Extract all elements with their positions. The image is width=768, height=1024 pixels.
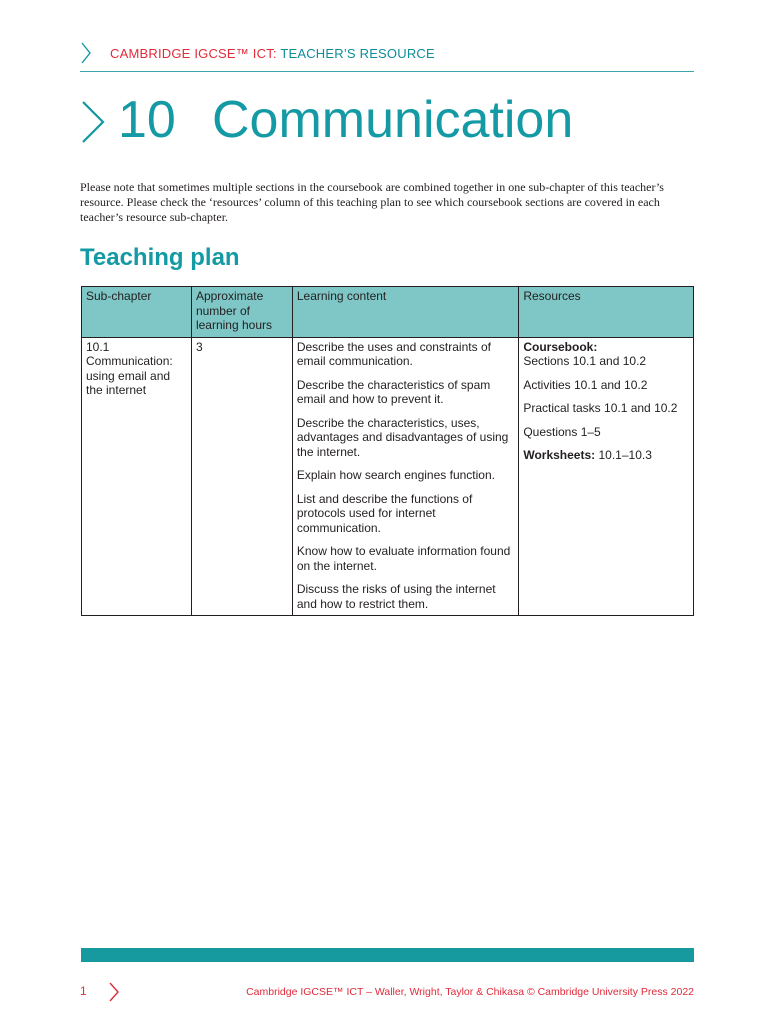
header-title <box>110 46 435 61</box>
teaching-plan-table <box>81 286 694 616</box>
chevron-right-icon <box>80 100 106 144</box>
content-item: Explain how search engines function. <box>296 468 495 482</box>
intro-paragraph: Please note that sometimes multiple sections in the coursebook are combined together in one sub-chapter of this teacher’s resource. Please check the ‘resources’ column of this teaching plan to see which coursebook sections are covered in each teacher’s resource sub-chapter. <box>80 180 664 224</box>
content-item: List and describe the functions of protocols used for internet communication. <box>296 491 473 535</box>
content-item: Describe the characteristics of spam email and how to prevent it. <box>296 377 491 406</box>
column-header-sub-chapter: Sub-chapter <box>82 287 192 338</box>
section-title: Teaching plan <box>80 244 240 271</box>
practical-tasks-resource: Practical tasks 10.1 and 10.2 <box>523 401 678 415</box>
activities-resource: Activities 10.1 and 10.2 <box>523 377 648 392</box>
header-subtitle: TEACHER’S RESOURCE <box>280 46 435 61</box>
page-number: 1 <box>80 984 87 998</box>
header-brand: CAMBRIDGE IGCSE™ ICT: <box>110 46 277 61</box>
column-header-content: Learning content <box>292 287 518 338</box>
chevron-right-icon <box>80 42 92 64</box>
questions-resource: Questions 1–5 <box>523 424 601 439</box>
hours-cell: 3 <box>191 337 292 616</box>
worksheets-value: 10.1–10.3 <box>598 448 652 462</box>
content-item: Describe the uses and constraints of email communication. <box>296 339 491 368</box>
content-item: Discuss the risks of using the internet and how to restrict them. <box>296 582 496 611</box>
chevron-right-icon <box>108 982 120 1002</box>
worksheets-resource <box>523 448 689 463</box>
chapter-title: Communication <box>212 91 574 149</box>
coursebook-label: Coursebook: <box>523 339 598 354</box>
chapter-number: 10 <box>118 91 176 149</box>
header-divider <box>80 71 694 72</box>
sub-chapter-name: Communication: using email and the internet <box>86 354 173 397</box>
column-header-resources: Resources <box>519 287 694 338</box>
learning-content-cell <box>292 337 518 616</box>
table-row <box>82 337 694 616</box>
footer-bar <box>81 948 694 962</box>
content-item: Describe the characteristics, uses, advantages and disadvantages of using the internet. <box>296 415 509 459</box>
sub-chapter-number: 10.1 <box>86 339 110 354</box>
resources-cell <box>519 337 694 616</box>
coursebook-resource <box>523 340 689 369</box>
worksheets-label: Worksheets: <box>523 448 596 462</box>
running-header <box>80 36 694 72</box>
sub-chapter-cell <box>82 337 192 616</box>
footer-citation: Cambridge IGCSE™ ICT – Waller, Wright, Taylor & Chikasa © Cambridge University Press 2022 <box>246 986 694 998</box>
content-item: Know how to evaluate information found on the internet. <box>296 544 511 573</box>
column-header-hours: Approximate number of learning hours <box>191 287 292 338</box>
table-header-row <box>82 287 694 338</box>
coursebook-sections: Sections 10.1 and 10.2 <box>523 354 647 368</box>
